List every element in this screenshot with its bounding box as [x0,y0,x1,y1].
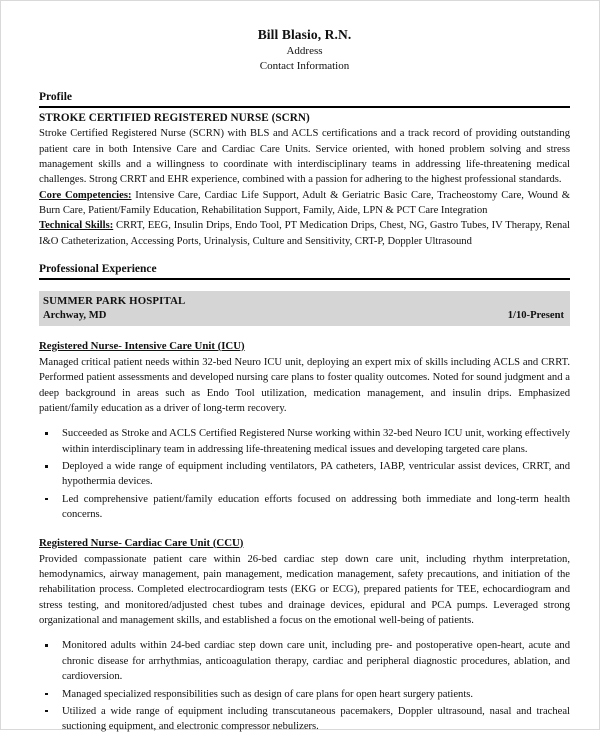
role-description: Provided compassionate patient care within 26-bed cardiac step down care unit, including rhythm interpretation, hemodynamics, airway management, pain management, medication management, safety precautions, and initiation of the rehabilitation process. Completed electrocardiogram tests (EKG or ECG), prepared patients for TEE, echocardiogram and stress testing, and monitored/adjusted chest tubes and drainage devices, epidural and PCA pumps. Leveraged strong organizational and management skills, and established a focus on the emotional well-being of patients. [39,553,570,627]
candidate-contact-information: Contact Information [259,60,350,73]
list-item: Led comprehensive patient/family education efforts focused on addressing both immediate and long-term health concerns. [39,492,570,523]
list-item: Monitored adults within 24-bed cardiac step down care unit, including pre- and postoperative open-heart, acute and chronic disease for arrhythmias, anticoagulation therapy, cardiac and peripheral diagnostic procedures, ablation, and cardioversion. [39,638,570,684]
role-entry [39,339,570,523]
list-item: Utilized a wide range of equipment including transcutaneous pacemakers, Doppler ultrasound, nasal and tracheal suctioning equipment, and electronic compressor nebulizers. [39,704,570,735]
role-bullet-list [39,638,570,734]
list-item: Deployed a wide range of equipment including ventilators, PA catheters, IABP, ventricular assist devices, CRRT, and hypothermia devices. [39,459,570,490]
candidate-name: Bill Blasio, R.N. [257,27,352,42]
role-description: Managed critical patient needs within 32-bed Neuro ICU unit, deploying an expert mix of skills including ACLS and CRRT. Performed patient assessments and developed nursing care plans to foster quality outcomes. Noted for sound judgment and a deep background in areas such as Endo Tool utilization, medication management, and insulin drips. Emphasized patient/family education as a driver of long-term recovery. [39,356,570,414]
section-header-profile: Profile [39,90,570,108]
employer-band [39,291,570,326]
role-bullet-list [39,426,570,522]
role-entry [39,536,570,735]
technical-skills-list: CRRT, EEG, Insulin Drips, Endo Tool, PT Medication Drips, Chest, NG, Gastro Tubes, IV Therapy, Renal I&O Catheterization, Accessing Ports, Urinalysis, Culture and Sensitivity, CRT-P, Doppler Ultrasound [39,220,570,247]
list-item: Succeeded as Stroke and ACLS Certified Registered Nurse working within 32-bed Neuro ICU unit, working effectively within interdisciplinary team in addressing life-threatening medical issues and developing targeted care plans. [39,426,570,457]
technical-skills-paragraph [39,218,570,249]
role-title: Registered Nurse- Cardiac Care Unit (CCU) [39,536,244,549]
core-competencies-paragraph [39,188,570,219]
section-header-professional-experience: Professional Experience [39,262,570,280]
technical-skills-label: Technical Skills: [39,220,114,232]
employer-dates: 1/10-Present [507,309,564,321]
employer-location: Archway, MD [43,309,107,321]
profile-summary-paragraph: Stroke Certified Registered Nurse (SCRN) with BLS and ACLS certifications and a track record of providing outstanding patient care in both Intensive Care and Cardiac Care Units. Service oriented, with honed problem solving and stress management skills and a willingness to coordinate with interdisciplinary teams in addressing life-threatening medical challenges. Strong CRRT and EHR experience, combined with a passion for adhering to the highest professional standards. [39,128,570,186]
employer-name: SUMMER PARK HOSPITAL [43,294,186,307]
document-body [39,27,570,735]
list-item: Managed specialized responsibilities such as design of care plans for open heart surgery patients. [39,687,570,702]
resume-header [39,27,570,75]
candidate-address: Address [286,44,323,57]
profile-headline: STROKE CERTIFIED REGISTERED NURSE (SCRN) [39,112,310,125]
employer-meta-row [43,309,564,323]
core-competencies-list: Intensive Care, Cardiac Life Support, Adult & Geriatric Basic Care, Tracheostomy Care, Wound & Burn Care, Patient/Family Education, Rehabilitation Support, Family, Aide, LPN & PCT Care Integration [39,189,570,216]
role-title: Registered Nurse- Intensive Care Unit (ICU) [39,339,245,352]
core-competencies-label: Core Competencies: [39,189,132,201]
